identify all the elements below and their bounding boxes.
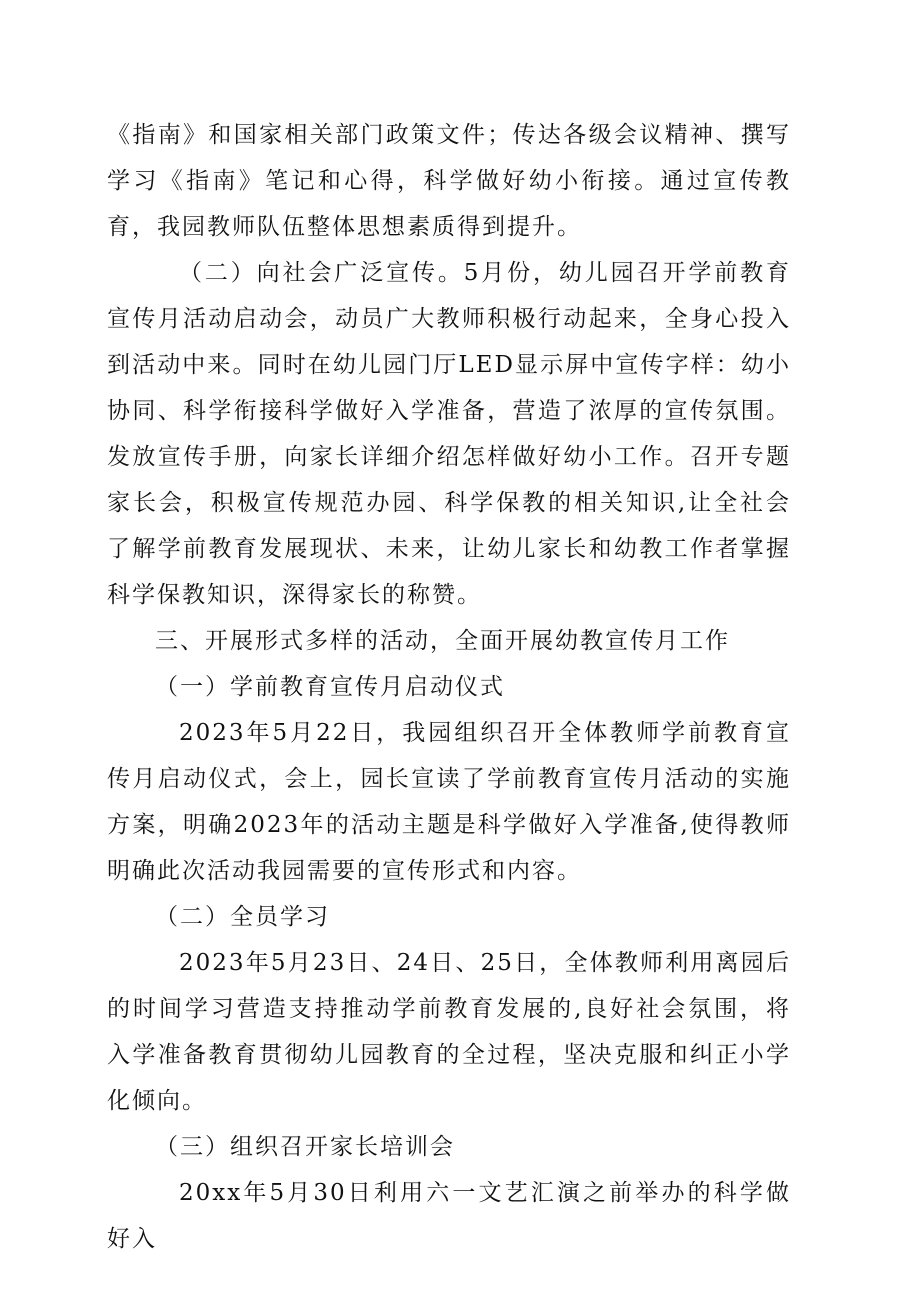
section-heading: 三、开展形式多样的活动，全面开展幼教宣传月工作	[155, 628, 730, 654]
paragraph: 2023年5月22日，我园组织召开全体教师学前教育宣传月启动仪式，会上，园长宣读了学前教育宣传月活动的实施方案，明确2023年的活动主题是科学做好入学准备,使得教师明确此次活动我园需要的宣传形式和内容。	[107, 720, 791, 884]
subsection-heading: （三）组织召开家长培训会	[155, 1134, 455, 1160]
paragraph: 2023年5月23日、24日、25日，全体教师利用离园后的时间学习营造支持推动学前教育发展的,良好社会氛围，将入学准备教育贯彻幼儿园教育的全过程，坚决克服和纠正小学化倾向。	[107, 950, 791, 1114]
paragraph: 《指南》和国家相关部门政策文件；传达各级会议精神、撰写学习《指南》笔记和心得，科学做好幼小衔接。通过宣传教育，我园教师队伍整体思想素质得到提升。	[107, 122, 791, 240]
subsection-heading: （一）学前教育宣传月启动仪式	[155, 674, 505, 700]
paragraph: 20xx年5月30日利用六一文艺汇演之前举办的科学做好入	[107, 1180, 791, 1252]
document-body	[107, 112, 791, 1262]
paragraph: （二）向社会广泛宣传。5月份，幼儿园召开学前教育宣传月活动启动会，动员广大教师积极行动起来，全身心投入到活动中来。同时在幼儿园门厅LED显示屏中宣传字样：幼小协同、科学衔接科学做好入学准备，营造了浓厚的宣传氛围。发放宣传手册，向家长详细介绍怎样做好幼小工作。召开专题家长会，积极宣传规范办园、科学保教的相关知识,让全社会了解学前教育发展现状、未来，让幼儿家长和幼教工作者掌握科学保教知识，深得家长的称赞。	[107, 260, 791, 608]
subsection-heading: （二）全员学习	[155, 904, 330, 930]
